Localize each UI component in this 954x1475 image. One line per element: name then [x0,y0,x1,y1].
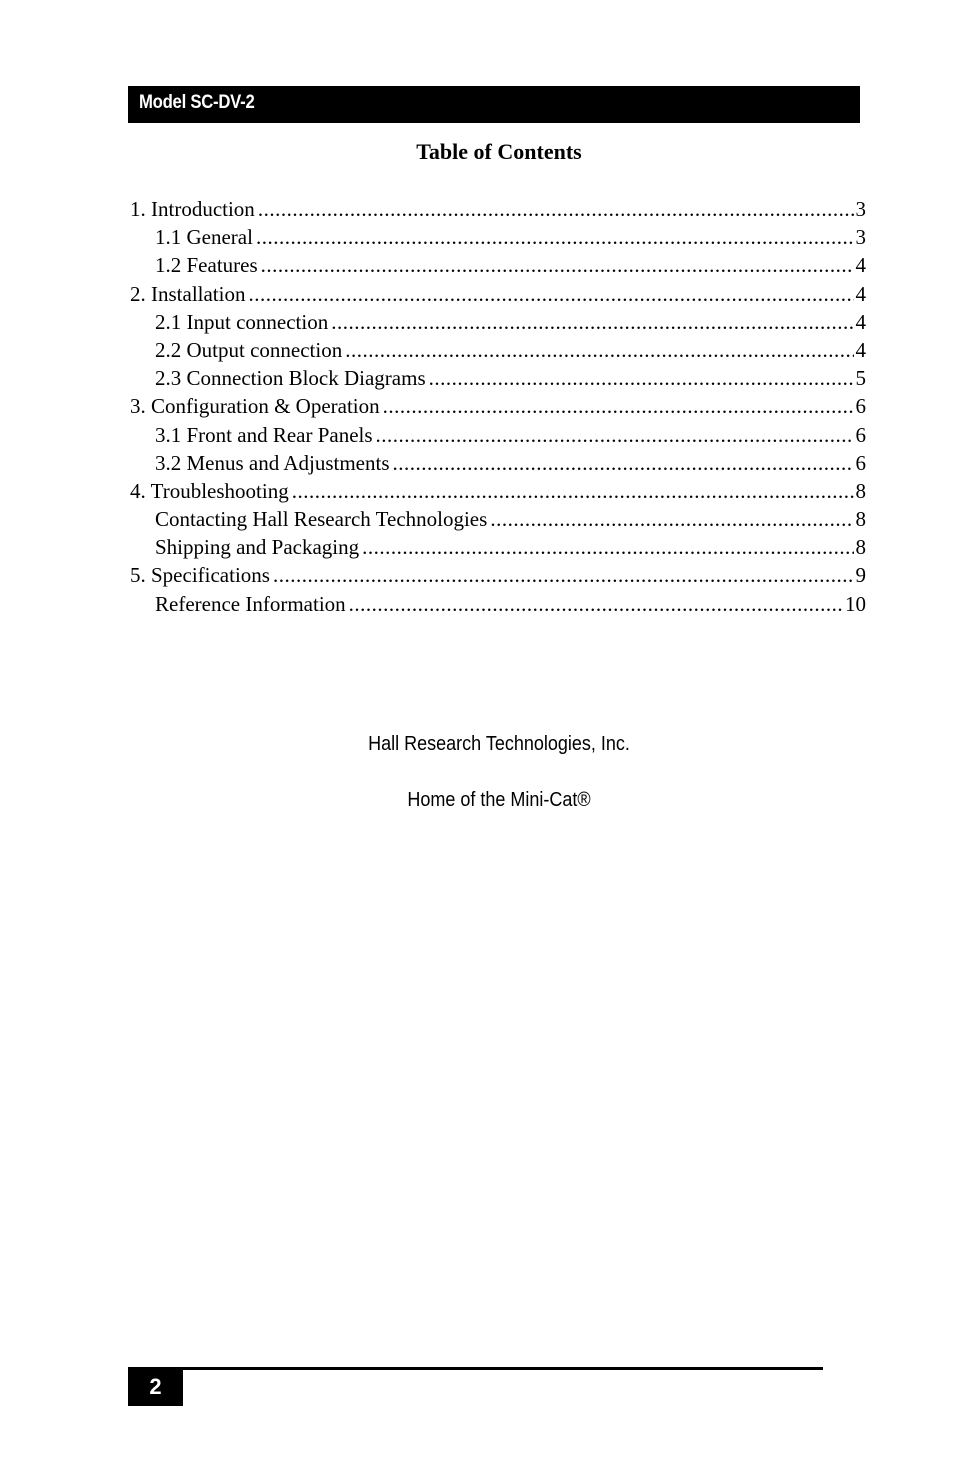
toc-entry-title: 1.1 General [155,225,253,250]
company-name: Hall Research Technologies, Inc. [368,733,630,755]
page-number-box [128,1369,183,1406]
toc-entry-title: Reference Information [155,591,346,616]
dot-leader [331,308,853,336]
toc-entry-page: 6 [855,450,866,475]
footer-rule [128,1367,823,1370]
toc-entry[interactable] [130,449,866,477]
toc-entry-page: 6 [855,394,866,419]
toc-entry-title: Contacting Hall Research Technologies [155,507,488,532]
model-label: Model SC-DV-2 [139,92,255,113]
toc-entry-page: 6 [855,422,866,447]
toc-entry-page: 4 [855,281,866,306]
toc-entry[interactable] [130,336,866,364]
dot-leader [248,280,853,308]
toc-entry-title: 2.3 Connection Block Diagrams [155,366,426,391]
toc-entry-page: 4 [855,309,866,334]
toc-entry-page: 9 [855,563,866,588]
toc-entry-page: 8 [855,507,866,532]
toc-entry-title: 3.2 Menus and Adjustments [155,450,390,475]
page-number: 2 [149,1374,162,1399]
toc-entry[interactable] [130,308,866,336]
toc-entry[interactable] [130,223,866,251]
dot-leader [383,392,854,420]
toc-entry-page: 8 [855,478,866,503]
toc-entry[interactable] [130,392,866,420]
dot-leader [256,223,854,251]
company-tagline: Home of the Mini-Cat® [407,789,591,811]
toc-entry[interactable] [130,421,866,449]
toc-entry-title: 4. Troubleshooting [130,478,289,503]
toc-entry-title: 3. Configuration & Operation [130,394,380,419]
header-bar [128,86,860,123]
dot-leader [345,336,853,364]
toc-entry-page: 10 [845,591,866,616]
toc-entry-title: 2.1 Input connection [155,309,329,334]
toc-entry[interactable] [130,561,866,589]
dot-leader [349,590,843,618]
toc-entry[interactable] [130,590,866,618]
toc-entry-page: 4 [855,337,866,362]
toc-entry[interactable] [130,251,866,279]
dot-leader [258,195,854,223]
toc-title: Table of Contents [416,139,582,164]
dot-leader [393,449,854,477]
toc-entry-page: 3 [855,197,866,221]
toc-entry[interactable] [130,195,866,223]
toc-entry-page: 4 [855,253,866,278]
toc-entry-title: 2.2 Output connection [155,337,343,362]
toc-list [130,195,866,618]
dot-leader [429,364,854,392]
toc-entry[interactable] [130,280,866,308]
dot-leader [490,505,853,533]
toc-entry-page: 3 [855,225,866,250]
toc-entry-title: 1. Introduction [130,197,255,221]
dot-leader [261,251,854,279]
dot-leader [362,533,853,561]
dot-leader [376,421,854,449]
toc-entry[interactable] [130,364,866,392]
toc-entry-title: 1.2 Features [155,253,258,278]
dot-leader [273,561,854,589]
toc-entry[interactable] [130,505,866,533]
toc-entry-title: 2. Installation [130,281,246,306]
toc-entry[interactable] [130,477,866,505]
toc-entry-title: 5. Specifications [130,563,270,588]
toc-entry-title: 3.1 Front and Rear Panels [155,422,373,447]
toc-entry-title: Shipping and Packaging [155,535,360,560]
toc-entry-page: 5 [855,366,866,391]
dot-leader [292,477,854,505]
toc-entry-page: 8 [855,535,866,560]
toc-entry[interactable] [130,533,866,561]
